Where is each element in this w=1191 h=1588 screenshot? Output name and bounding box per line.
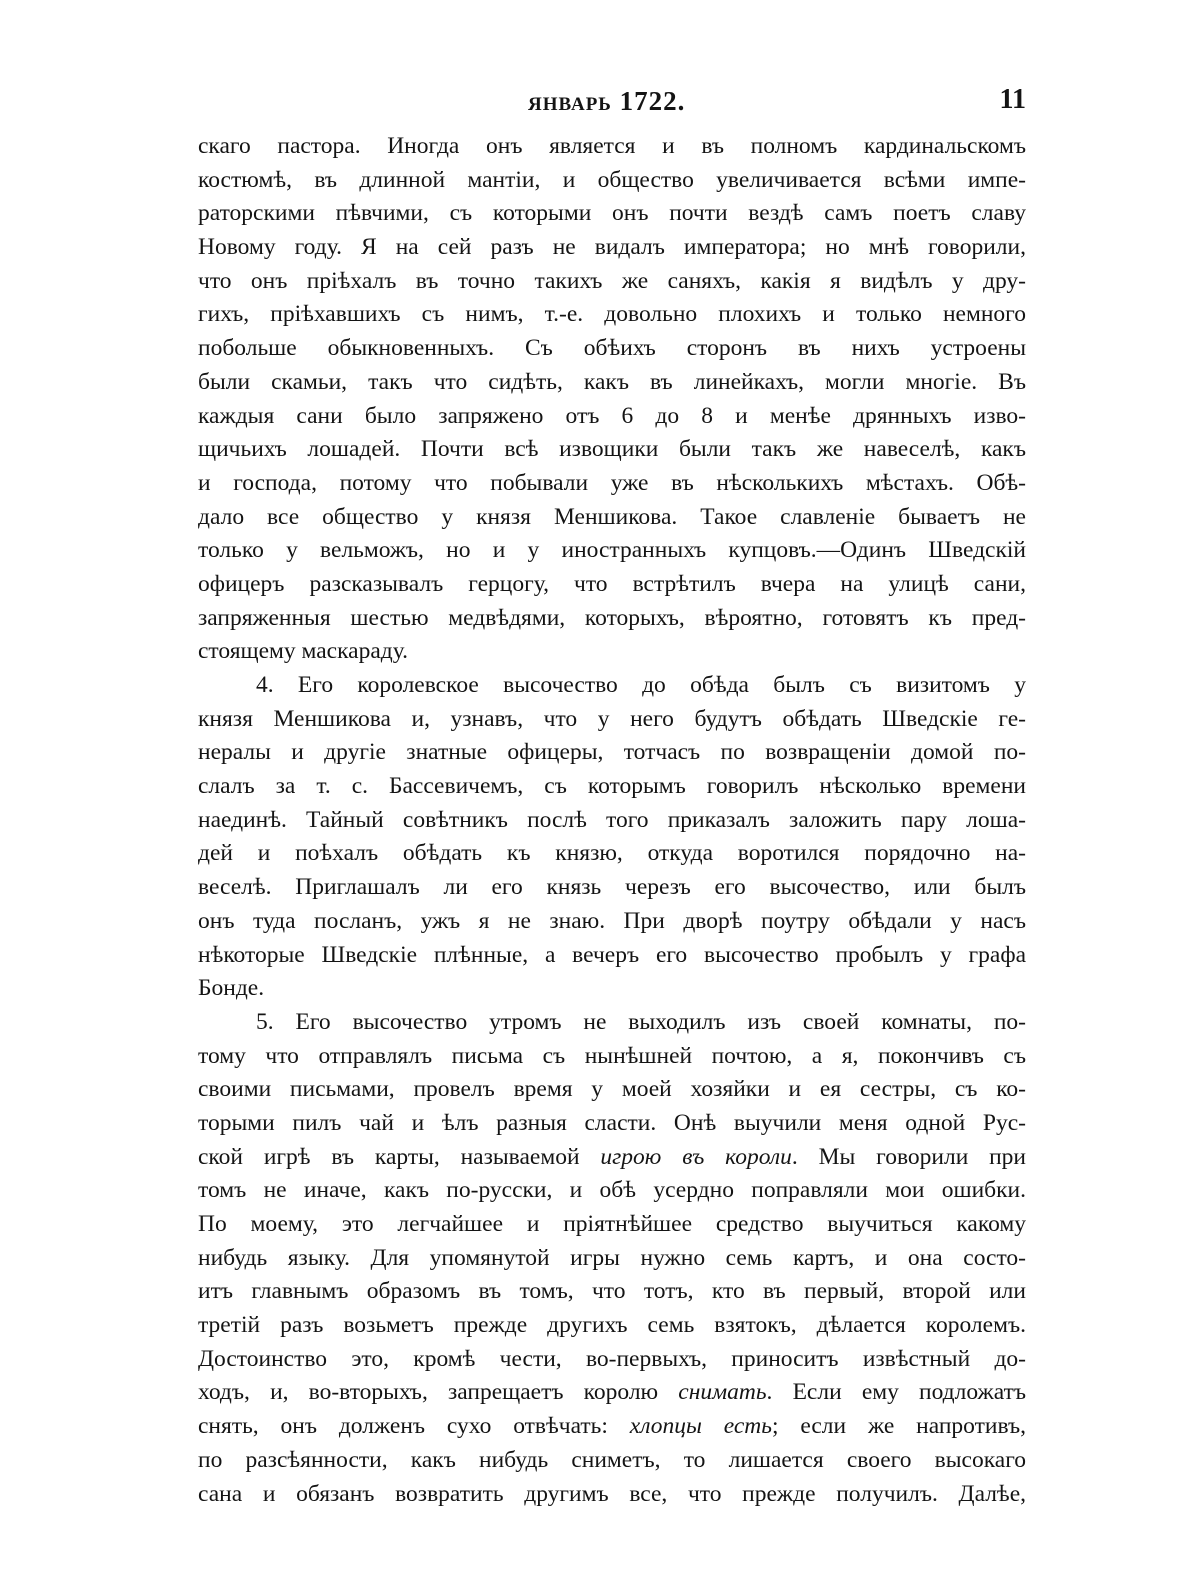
text-run: ходъ, и, во-вторыхъ, запрещаетъ королю: [198, 1379, 659, 1406]
text-line: раторскими пѣвчими, съ которыми онъ почти вездѣ самъ поетъ славу: [198, 200, 1026, 227]
text-line: Новому году. Я на сей разъ не видалъ императора; но мнѣ говорили,: [198, 234, 1026, 261]
text-line: торыми пилъ чай и ѣлъ разныя сласти. Онѣ выучили меня одной Рус-: [198, 1109, 1026, 1136]
text-line: сана и обязанъ возвратить другимъ все, что прежде получилъ. Далѣе,: [198, 1480, 1026, 1507]
text-run: ской игрѣ въ карты, называемой: [198, 1143, 580, 1170]
text-line: только у вельможъ, но и у иностранныхъ купцовъ.—Одинъ Шведскій: [198, 537, 1026, 564]
text-line-paragraph-start: 4. Его королевское высочество до обѣда былъ съ визитомъ у: [256, 672, 1026, 698]
text-line-with-italic: [198, 1410, 1026, 1444]
body-text: [198, 130, 1026, 1511]
text-line: Достоинство это, кромѣ чести, во-первыхъ, приноситъ извѣстный до-: [198, 1345, 1026, 1372]
running-head: [198, 80, 1026, 124]
text-line: по разсѣянности, какъ нибудь сниметъ, то лишается своего высокаго: [198, 1446, 1026, 1473]
text-line: томъ не иначе, какъ по-русски, и обѣ усердно поправляли мои ошибки.: [198, 1177, 1026, 1204]
italic-term: снимать: [678, 1379, 767, 1406]
text-line: тому что отправлялъ письма съ нынѣшней почтою, а я, покончивъ съ: [198, 1042, 1026, 1069]
italic-term: хлопцы есть: [629, 1413, 772, 1440]
text-line: своими письмами, провелъ время у моей хозяйки и ея сестры, съ ко-: [198, 1076, 1026, 1103]
text-line: наединѣ. Тайный совѣтникъ послѣ того приказалъ заложить пару лоша-: [198, 806, 1026, 833]
text-line: запряженныя шестью медвѣдями, которыхъ, вѣроятно, готовятъ къ пред-: [198, 604, 1026, 631]
text-line: были скамьи, такъ что сидѣть, какъ въ линейкахъ, могли многіе. Въ: [198, 368, 1026, 395]
text-line: веселѣ. Приглашалъ ли его князь черезъ его высочество, или былъ: [198, 874, 1026, 901]
text-line: дало все общество у князя Меншикова. Такое славленіе бываетъ не: [198, 503, 1026, 530]
text-line: что онъ пріѣхалъ въ точно такихъ же саняхъ, какія я видѣлъ у дру-: [198, 267, 1026, 294]
text-line: каждыя сани было запряжено отъ 6 до 8 и менѣе дрянныхъ изво-: [198, 402, 1026, 429]
text-line: слалъ за т. с. Бассевичемъ, съ которымъ говорилъ нѣсколько времени: [198, 773, 1026, 800]
italic-term: игрою въ короли: [600, 1143, 792, 1170]
running-title: январь 1722.: [528, 86, 686, 116]
text-line: нѣкоторые Шведскіе плѣнные, а вечеръ его высочество пробылъ у графа: [198, 941, 1026, 968]
text-line-paragraph-end: Бонде.: [198, 975, 265, 1002]
text-line: нералы и другіе знатные офицеры, тотчасъ по возвращеніи домой по-: [198, 739, 1026, 766]
text-line: По моему, это легчайшее и пріятнѣйшее средство выучиться какому: [198, 1211, 1026, 1237]
text-line: итъ главнымъ образомъ въ томъ, что тотъ, кто въ первый, второй или: [198, 1278, 1026, 1305]
text-run: . Мы говорили при: [791, 1143, 1026, 1170]
text-line: дей и поѣхалъ обѣдать къ князю, откуда воротился порядочно на-: [198, 840, 1026, 867]
text-line: нибудь языку. Для упомянутой игры нужно семь картъ, и она состо-: [198, 1244, 1026, 1271]
text-line: скаго пастора. Иногда онъ является и въ полномъ кардинальскомъ: [198, 133, 1026, 159]
page-number: 11: [999, 84, 1026, 115]
text-line: побольше обыкновенныхъ. Съ обѣихъ сторонъ въ нихъ устроены: [198, 335, 1026, 362]
text-run: . Если ему подложатъ: [766, 1379, 1026, 1406]
text-line: князя Меншикова и, узнавъ, что у него будутъ обѣдать Шведскіе ге-: [198, 705, 1026, 732]
text-line-paragraph-start: 5. Его высочество утромъ не выходилъ изъ своей комнаты, по-: [256, 1008, 1026, 1035]
text-line-with-italic: [198, 1376, 1026, 1410]
text-run: ; если же напротивъ,: [771, 1413, 1026, 1440]
text-line-paragraph-end: стоящему маскараду.: [198, 638, 408, 665]
text-line-with-italic: [198, 1141, 1026, 1175]
text-line: щичьихъ лошадей. Почти всѣ извощики были такъ же навеселѣ, какъ: [198, 436, 1026, 463]
text-run: снять, онъ долженъ сухо отвѣчать:: [198, 1413, 608, 1440]
text-line: офицеръ разсказывалъ герцогу, что встрѣтилъ вчера на улицѣ сани,: [198, 570, 1026, 597]
text-line: третій разъ возьметъ прежде другихъ семь взятокъ, дѣлается королемъ.: [198, 1312, 1026, 1339]
text-line: онъ туда посланъ, ужъ я не знаю. При дворѣ поутру обѣдали у насъ: [198, 907, 1026, 934]
text-line: костюмѣ, въ длинной мантіи, и общество увеличивается всѣми импе-: [198, 166, 1026, 193]
text-line: и господа, потому что побывали уже въ нѣсколькихъ мѣстахъ. Обѣ-: [198, 469, 1026, 496]
text-line: гихъ, пріѣхавшихъ съ нимъ, т.-е. довольно плохихъ и только немного: [198, 301, 1026, 328]
